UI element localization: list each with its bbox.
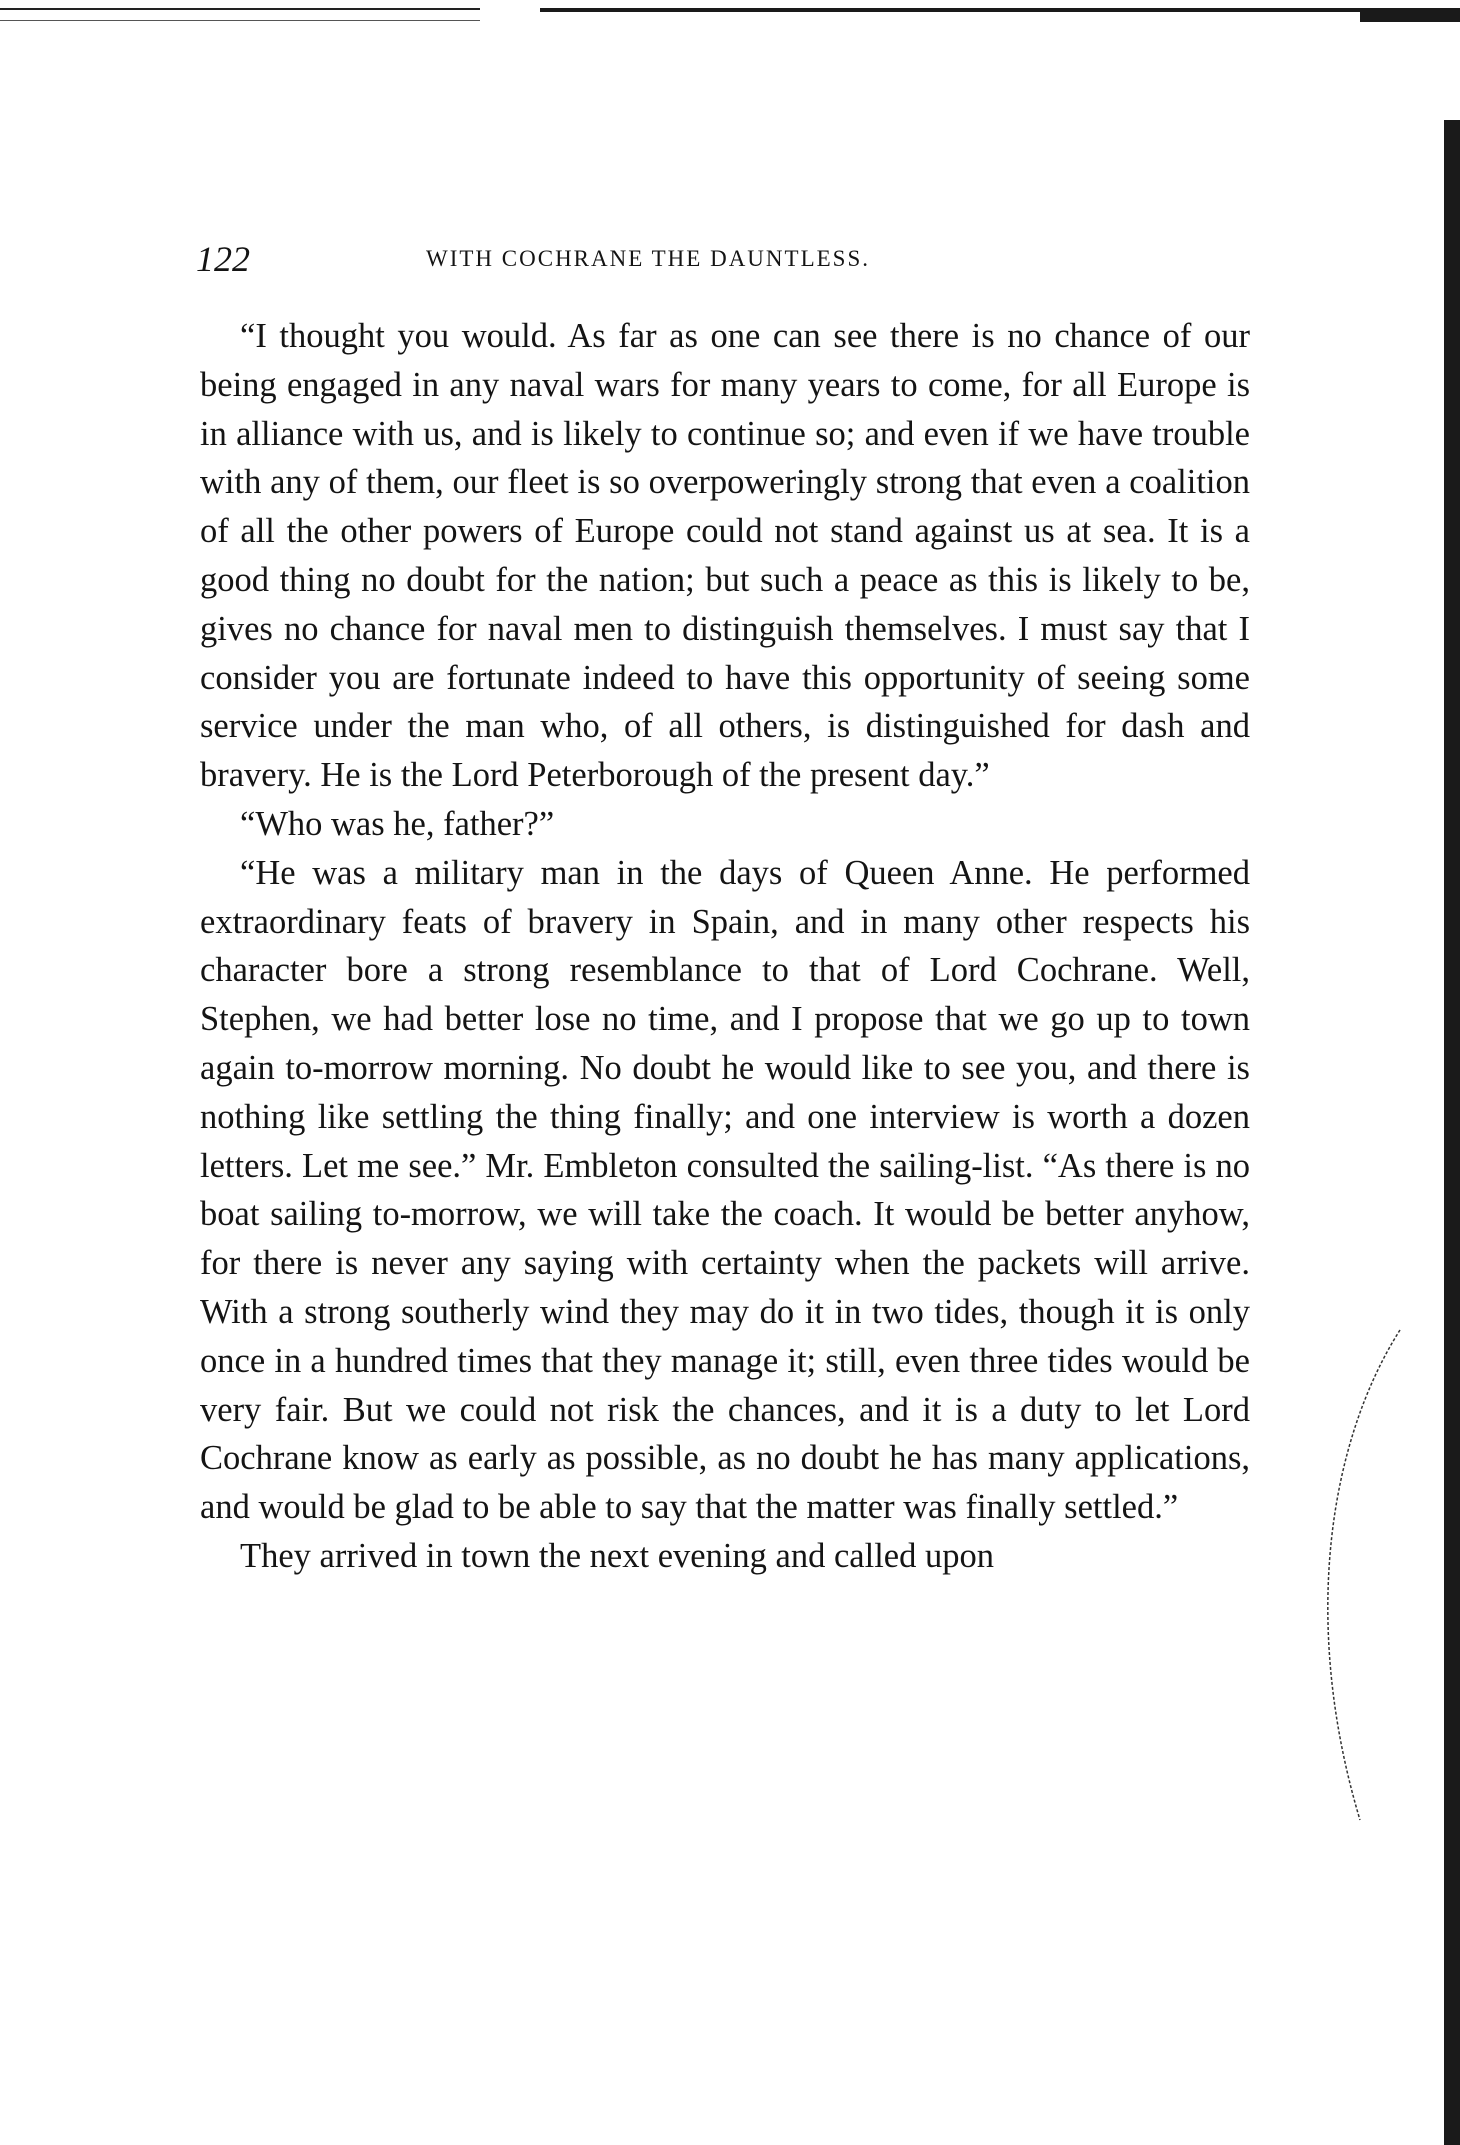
paragraph: They arrived in town the next evening and called upon bbox=[240, 1536, 994, 1575]
paragraph: “He was a military man in the days of Queen Anne. He performed extraordinary feats of bravery in Spain, and in many other respects his character bore a strong resemblance to that of Lord Cochrane. Well, Stephen, we had better lose no time, and I propose that we go up to town again to-morrow morning. No doubt he would like to see you, and there is nothing like settling the thing finally; and one interview is worth a dozen letters. Let me see.” Mr. Embleton consulted the sailing-list. “As there is no boat sailing to-morrow, we will take the coach. It would be better anyhow, for there is never any saying with certainty when the packets will arrive. With a strong southerly wind they may do it in two tides, though it is only once in a hundred times that they manage it; still, even three tides would be very fair. But we could not risk the chances, and it is a duty to let Lord Cochrane know as early as possible, as no doubt he has many applications, and would be glad to be able to say that the matter was finally settled.” bbox=[200, 853, 1250, 1527]
binding-edge bbox=[1444, 120, 1460, 2145]
running-head: WITH COCHRANE THE DAUNTLESS. bbox=[426, 246, 871, 271]
body-text bbox=[200, 312, 1250, 1581]
page-header bbox=[196, 238, 1032, 278]
top-rule-right bbox=[540, 8, 1460, 12]
page-number: 122 bbox=[196, 239, 250, 279]
margin-pencil-arc bbox=[1290, 1320, 1410, 1840]
top-rule-right-edge bbox=[1360, 12, 1460, 22]
paragraph: “Who was he, father?” bbox=[240, 804, 555, 843]
paragraph: “I thought you would. As far as one can see there is no chance of our being engaged in any naval wars for many years to come, for all Europe is in alliance with us, and is likely to continue so; and even if we have trouble with any of them, our fleet is so overpoweringly strong that even a coalition of all the other powers of Europe could not stand against us at sea. It is a good thing no doubt for the nation; but such a peace as this is likely to be, gives no chance for naval men to distinguish themselves. I must say that I consider you are fortunate indeed to have this opportunity of seeing some service under the man who, of all others, is distinguished for dash and bravery. He is the Lord Peterborough of the present day.” bbox=[200, 317, 1250, 795]
top-rule-left bbox=[0, 8, 480, 21]
